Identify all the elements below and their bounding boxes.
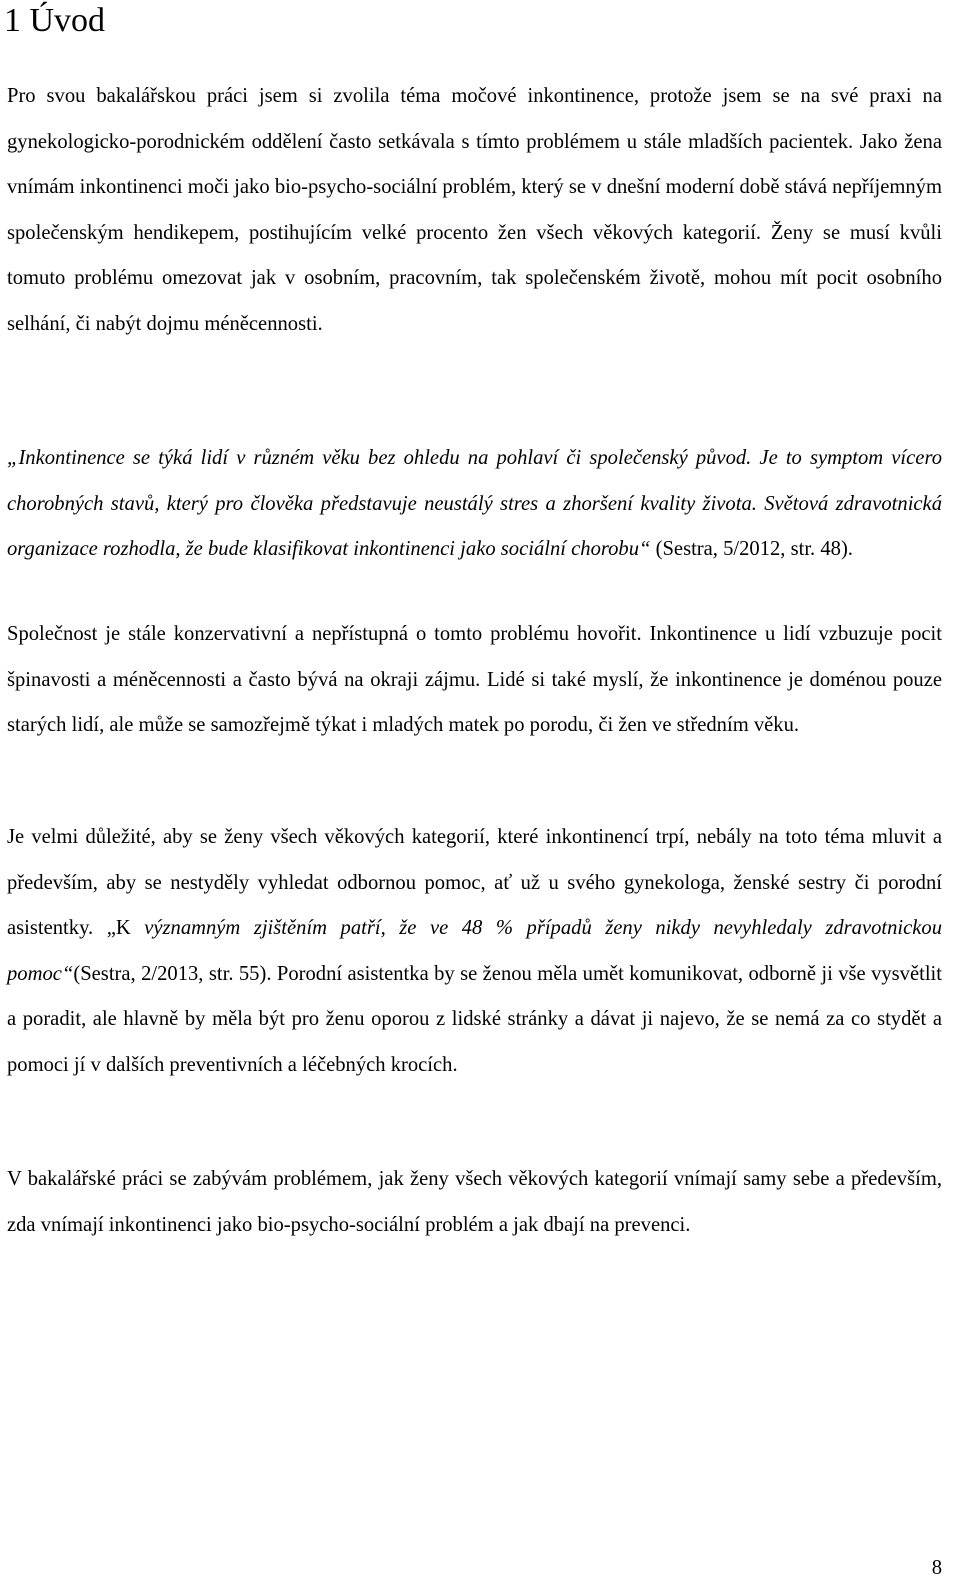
quote-open: „K: [106, 917, 145, 940]
paragraph-society: Společnost je stále konzervativní a nepřístupná o tomto problému hovořit. Inkontinence u lidí vzbuzuje pocit špinavosti a méněcennosti a často bývá na okraji zájmu. Lidé si také myslí, že inkontinence je doménou pouze starých lidí, ale může se samozřejmě týkat i mladých matek po porodu, či žen ve středním věku.: [7, 623, 942, 737]
paragraph-thesis-aim: V bakalářské práci se zabývám problémem, jak ženy všech věkových kategorií vnímají samy sebe a především, zda vnímají inkontinenci jako bio-psycho-sociální problém a jak dbají na prevenci.: [7, 1168, 942, 1236]
paragraph-intro: Pro svou bakalářskou práci jsem si zvolila téma močové inkontinence, protože jsem se na své praxi na gynekologicko-porodnickém oddělení často setkávala s tímto problémem u stále mladších pacientek. Jako žena vnímám inkontinenci moči jako bio-psycho-sociální problém, který se v dnešní moderní době stává nepříjemným společenským hendikepem, postihujícím velké procento žen všech věkových kategorií. Ženy se musí kvůli tomuto problému omezovat jak v osobním, pracovním, tak společenském životě, mohou mít pocit osobního selhání, či nabýt dojmu méněcennosti.: [7, 85, 942, 335]
quote-text: významným zjištěním patří, že ve 48 % případů ženy nikdy nevyhledaly zdravotnickou pomoc“: [7, 917, 942, 985]
quote-text: „Inkontinence se týká lidí v různém věku bez ohledu na pohlaví či společenský původ. Je to symptom vícero chorobných stavů, který pro člověka představuje neustálý stres a zhoršení kvality života. Světová zdravotnická organizace rozhodla, že bude klasifikovat inkontinenci jako sociální chorobu“: [7, 447, 942, 561]
citation: (Sestra, 2/2013, str. 55).: [73, 962, 272, 985]
paragraph-quote-who: [7, 436, 942, 573]
chapter-heading: 1 Úvod: [4, 2, 106, 39]
paragraph-importance: [7, 815, 942, 1089]
page-number: 8: [931, 1557, 942, 1579]
paragraph-text: Je velmi důležité, aby se ženy všech věkových kategorií, které inkontinencí trpí, nebály na toto téma mluvit a především, aby se nestyděly vyhledat odbornou pomoc, ať už u svého gynekologa, ženské sestry či porodní asistentky.: [7, 826, 942, 940]
citation: (Sestra, 5/2012, str. 48).: [650, 538, 853, 561]
paragraph-text: Porodní asistentka by se ženou měla umět komunikovat, odborně ji vše vysvětlit a poradit, ale hlavně by měla být pro ženu oporou z lidské stránky a dávat ji najevo, že se nemá za co stydět a pomoci jí v dalších preventivních a léčebných krocích.: [7, 962, 942, 1076]
